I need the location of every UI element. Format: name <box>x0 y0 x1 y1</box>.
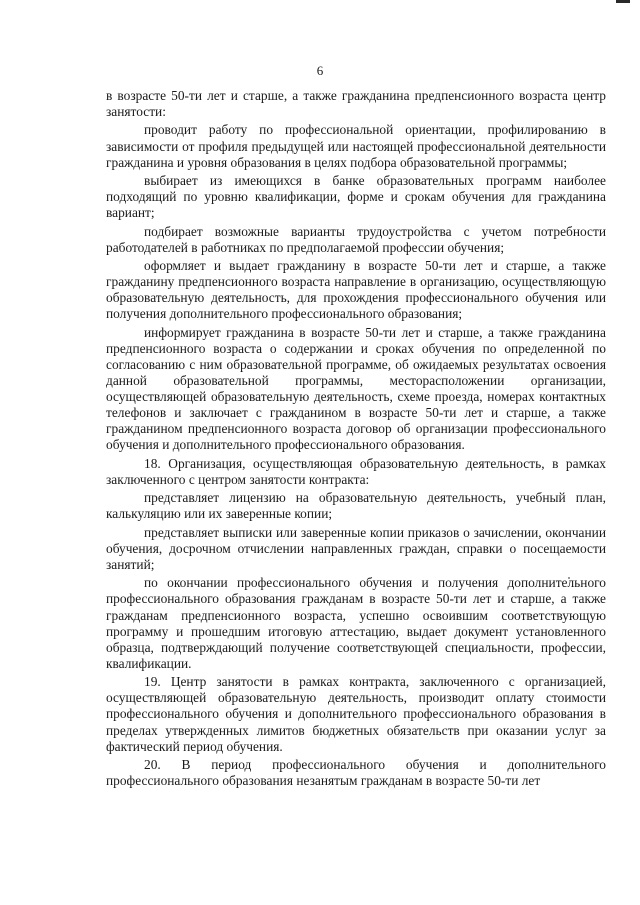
paragraph-intro-continuation: в возрасте 50-ти лет и старше, а также гражданина предпенсионного возраста центр занятости: <box>106 88 606 120</box>
document-body <box>106 88 606 789</box>
scan-corner-mark <box>616 0 630 3</box>
paragraph-informing: информирует гражданина в возрасте 50-ти лет и старше, а также гражданина предпенсионного возраста о содержании и сроках обучения по определенной по согласованию с ним образовательной программе, об ожидаемых результатах освоения данной образовательной программы, месторасположении организации, осуществляющей образовательную деятельность, схеме проезда, номерах контактных телефонов и заключает с гражданином в возрасте 50-ти лет и старше, а также гражданином предпенсионного возраста договор об организации профессионального обучения и дополнительного профессионального образования. <box>106 324 606 453</box>
paragraph-license: представляет лицензию на образовательную деятельность, учебный план, калькуляцию или их заверенные копии; <box>106 490 606 522</box>
paragraph-referral: оформляет и выдает гражданину в возрасте 50-ти лет и старше, а также гражданину предпенсионного возраста направление в организацию, осуществляющую образовательную деятельность, для прохождения профессионального обучения или получения дополнительного профессионального образования; <box>106 258 606 322</box>
paragraph-item-20: 20. В период профессионального обучения и дополнительного профессионального образования незанятым гражданам в возрасте 50-ти лет <box>106 757 606 789</box>
paragraph-orders: представляет выписки или заверенные копии приказов о зачислении, окончании обучения, досрочном отчислении направленных граждан, справки о посещаемости занятий; <box>106 524 606 572</box>
paragraph-program-selection: выбирает из имеющихся в банке образовательных программ наиболее подходящий по уровню квалификации, форме и срокам обучения для гражданина вариант; <box>106 173 606 221</box>
page-number: 6 <box>316 63 324 78</box>
paragraph-certificate: по окончании профессионального обучения и получения дополнительного профессионального образования гражданам в возрасте 50-ти лет и старше, а также гражданам предпенсионного возраста, успешно освоившим соответствующую программу и прошедшим итоговую аттестацию, выдает документ установленного образца, подтверждающий получение соответствующей специальности, профессии, квалификации. <box>106 575 606 671</box>
paragraph-career-guidance: проводит работу по профессиональной ориентации, профилированию в зависимости от профиля предыдущей или настоящей профессиональной деятельности гражданина и уровня образования в целях подбора образовательной программы; <box>106 122 606 170</box>
paragraph-employment-options: подбирает возможные варианты трудоустройства с учетом потребности работодателей в работниках по предполагаемой профессии обучения; <box>106 223 606 255</box>
paragraph-item-19: 19. Центр занятости в рамках контракта, заключенного с организацией, осуществляющей образовательную деятельность, производит оплату стоимости профессионального обучения и дополнительного профессионального образования в пределах утвержденных лимитов бюджетных обязательств при оказании услуг за фактический период обучения. <box>106 674 606 754</box>
paragraph-item-18: 18. Организация, осуществляющая образовательную деятельность, в рамках заключенного с центром занятости контракта: <box>106 455 606 487</box>
